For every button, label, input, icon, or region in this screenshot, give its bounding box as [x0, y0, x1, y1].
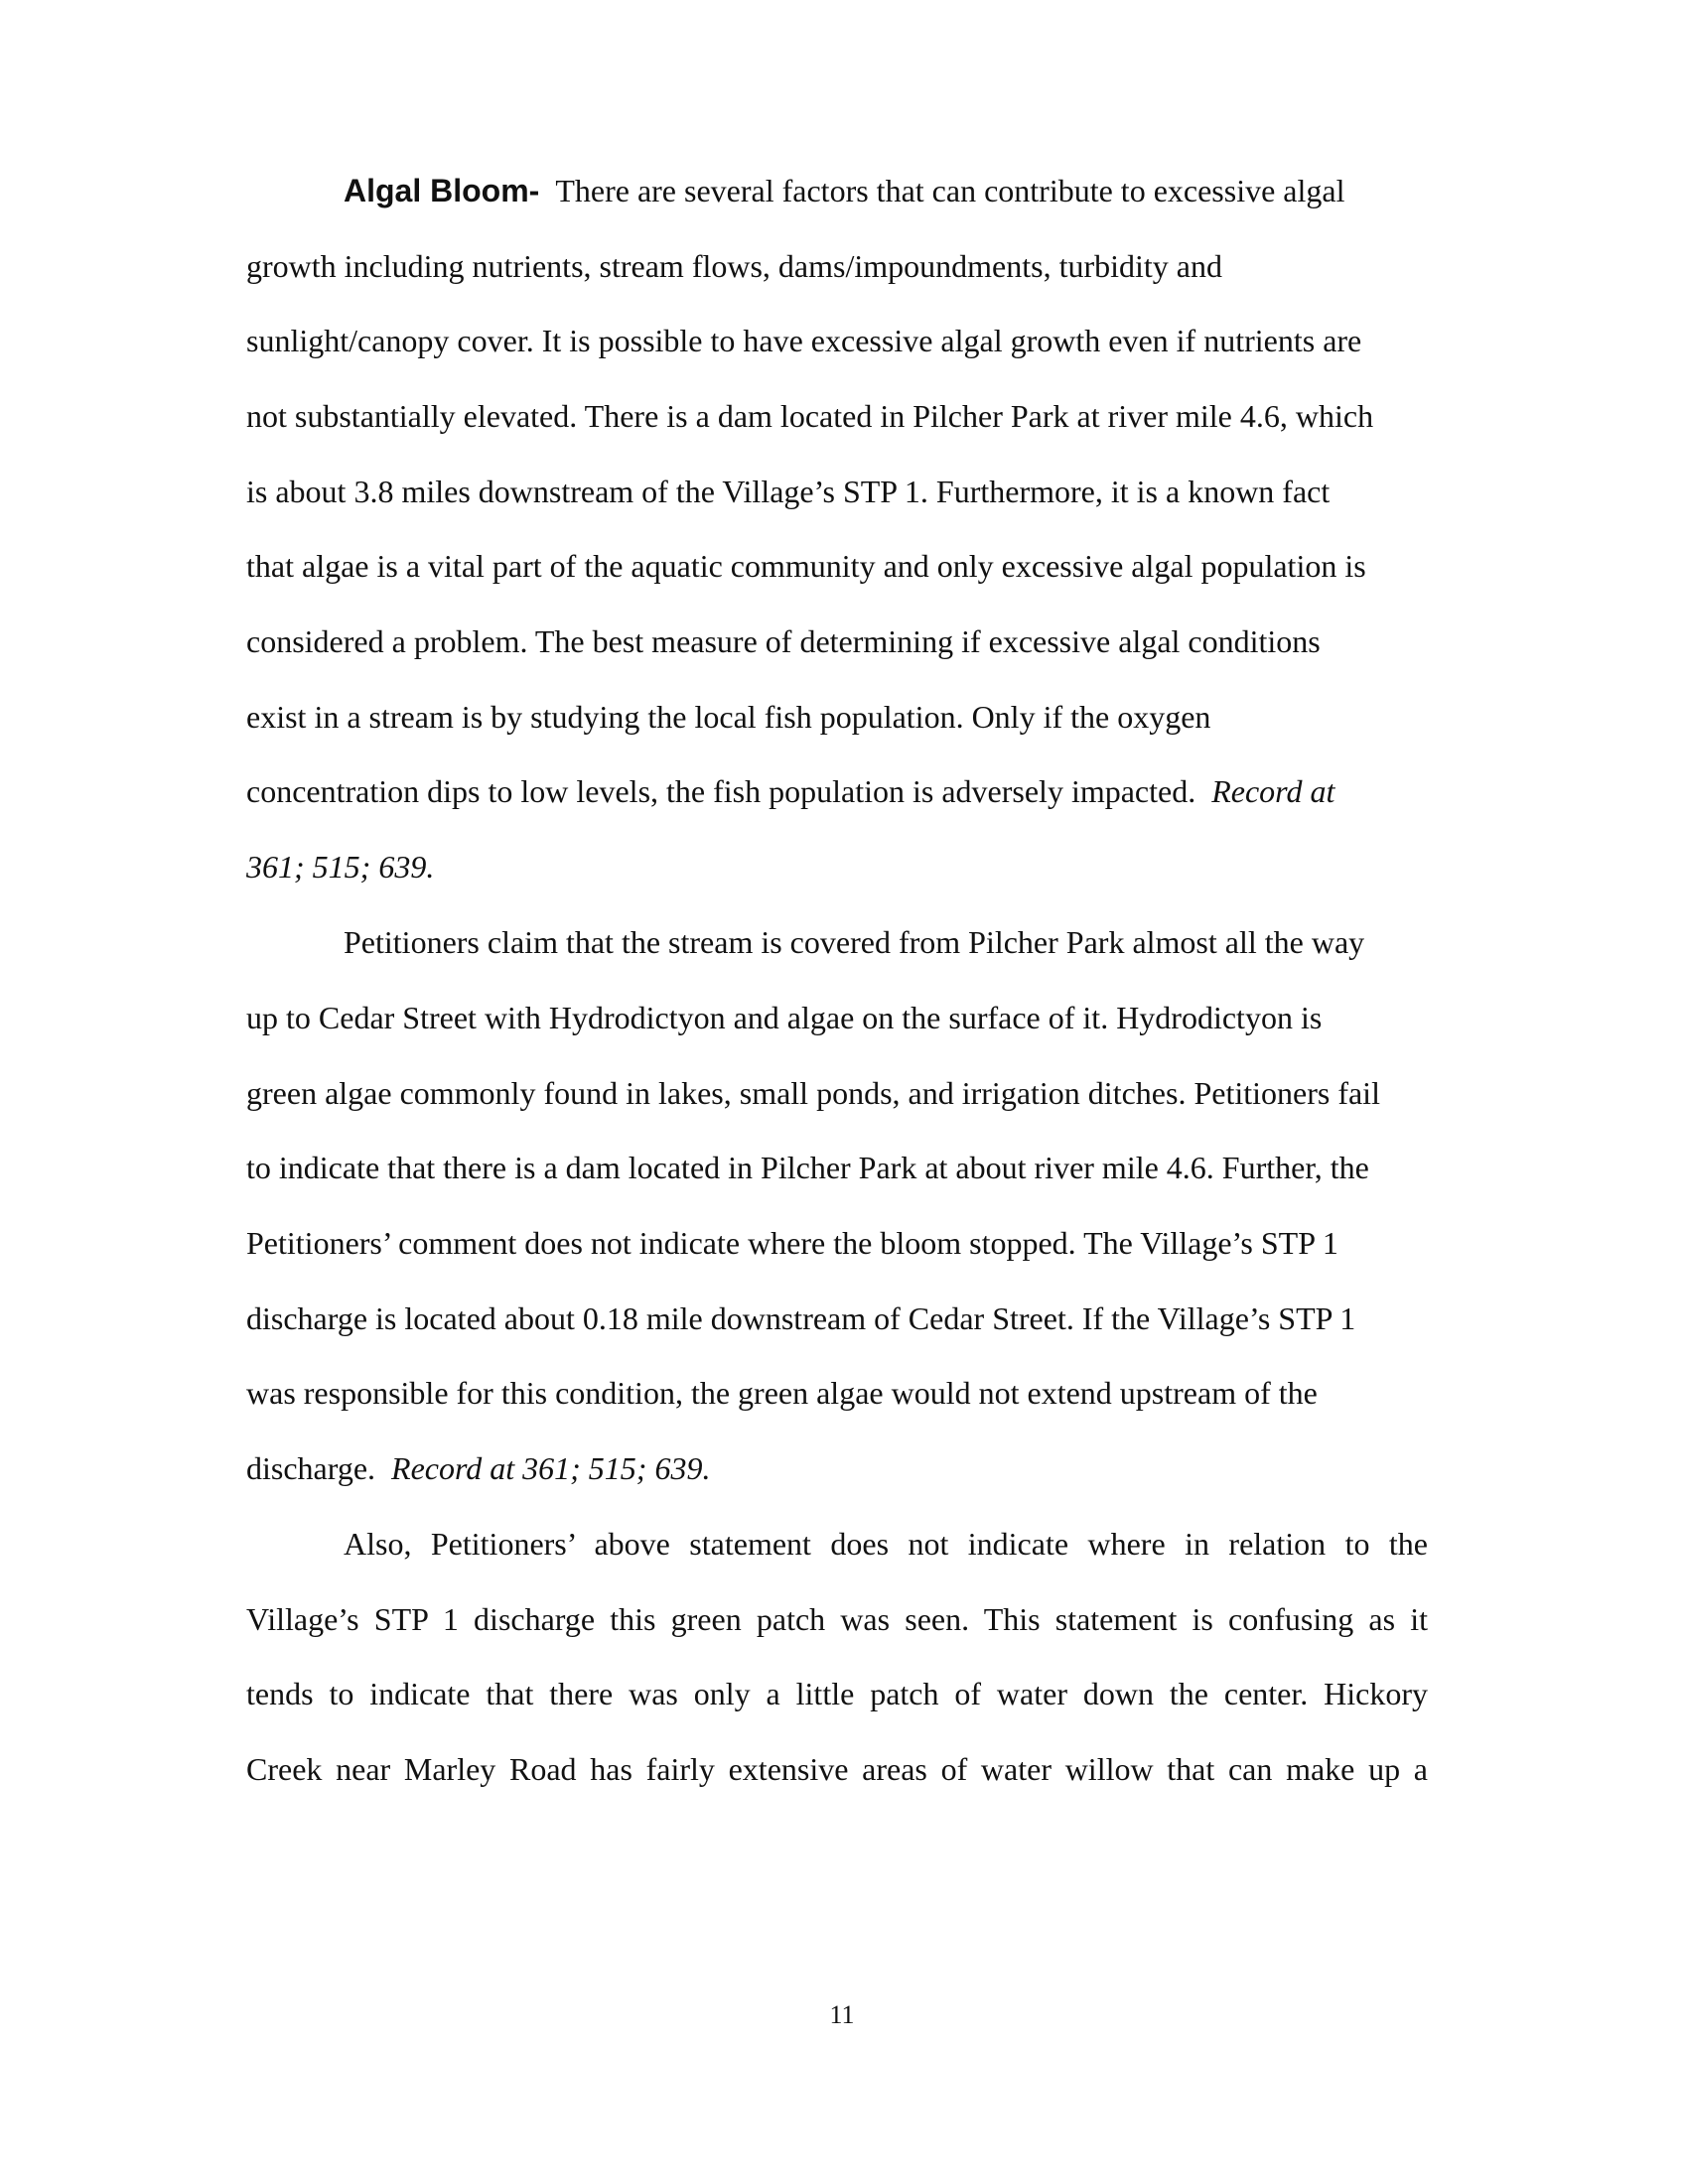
paragraph-text: There are several factors that can contribute to excessive algal: [555, 173, 1345, 208]
paragraph-3-line-4: Creek near Marley Road has fairly extensive areas of water willow that can make up a: [246, 1751, 1428, 1787]
paragraph-2-line-1: Petitioners claim that the stream is covered from Pilcher Park almost all the way: [344, 924, 1365, 960]
paragraph-2-line-3: green algae commonly found in lakes, small ponds, and irrigation ditches. Petitioners fail: [246, 1075, 1380, 1111]
paragraph-3-line-2: Village’s STP 1 discharge this green patch was seen. This statement is confusing as it: [246, 1601, 1428, 1637]
paragraph-text: concentration dips to low levels, the fish population is adversely impacted.: [246, 773, 1196, 809]
paragraph-2-line-8: [246, 1448, 710, 1488]
paragraph-2-line-6: discharge is located about 0.18 mile downstream of Cedar Street. If the Village’s STP 1: [246, 1300, 1356, 1336]
paragraph-1-line-5: is about 3.8 miles downstream of the Village’s STP 1. Furthermore, it is a known fact: [246, 474, 1331, 509]
paragraph-1-line-1: [344, 171, 1344, 210]
page-number: 11: [829, 2000, 855, 2029]
paragraph-1-line-7: considered a problem. The best measure of determining if excessive algal conditions: [246, 623, 1321, 659]
record-citation: Record at: [1211, 773, 1335, 809]
section-heading: Algal Bloom-: [344, 173, 540, 208]
paragraph-2-line-2: up to Cedar Street with Hydrodictyon and algae on the surface of it. Hydrodictyon is: [246, 1000, 1323, 1035]
paragraph-2-line-7: was responsible for this condition, the green algae would not extend upstream of the: [246, 1375, 1318, 1411]
paragraph-1-line-8: exist in a stream is by studying the local fish population. Only if the oxygen: [246, 699, 1211, 735]
paragraph-1-line-3: sunlight/canopy cover. It is possible to have excessive algal growth even if nutrients are: [246, 323, 1362, 358]
paragraph-2-line-5: Petitioners’ comment does not indicate where the bloom stopped. The Village’s STP 1: [246, 1225, 1338, 1261]
paragraph-text: discharge.: [246, 1450, 376, 1486]
paragraph-1-line-9: [246, 771, 1334, 811]
paragraph-1-line-2: growth including nutrients, stream flows, dams/impoundments, turbidity and: [246, 248, 1222, 284]
paragraph-1-line-4: not substantially elevated. There is a dam located in Pilcher Park at river mile 4.6, which: [246, 398, 1374, 434]
record-citation-continued: 361; 515; 639.: [246, 849, 435, 885]
paragraph-2-line-4: to indicate that there is a dam located in Pilcher Park at about river mile 4.6. Further, the: [246, 1150, 1369, 1185]
record-citation: Record at 361; 515; 639.: [391, 1450, 711, 1486]
paragraph-1-line-6: that algae is a vital part of the aquatic community and only excessive algal population is: [246, 548, 1366, 584]
paragraph-3-line-3: tends to indicate that there was only a little patch of water down the center. Hickory: [246, 1676, 1428, 1711]
paragraph-3-line-1: Also, Petitioners’ above statement does not indicate where in relation to the: [344, 1526, 1428, 1562]
